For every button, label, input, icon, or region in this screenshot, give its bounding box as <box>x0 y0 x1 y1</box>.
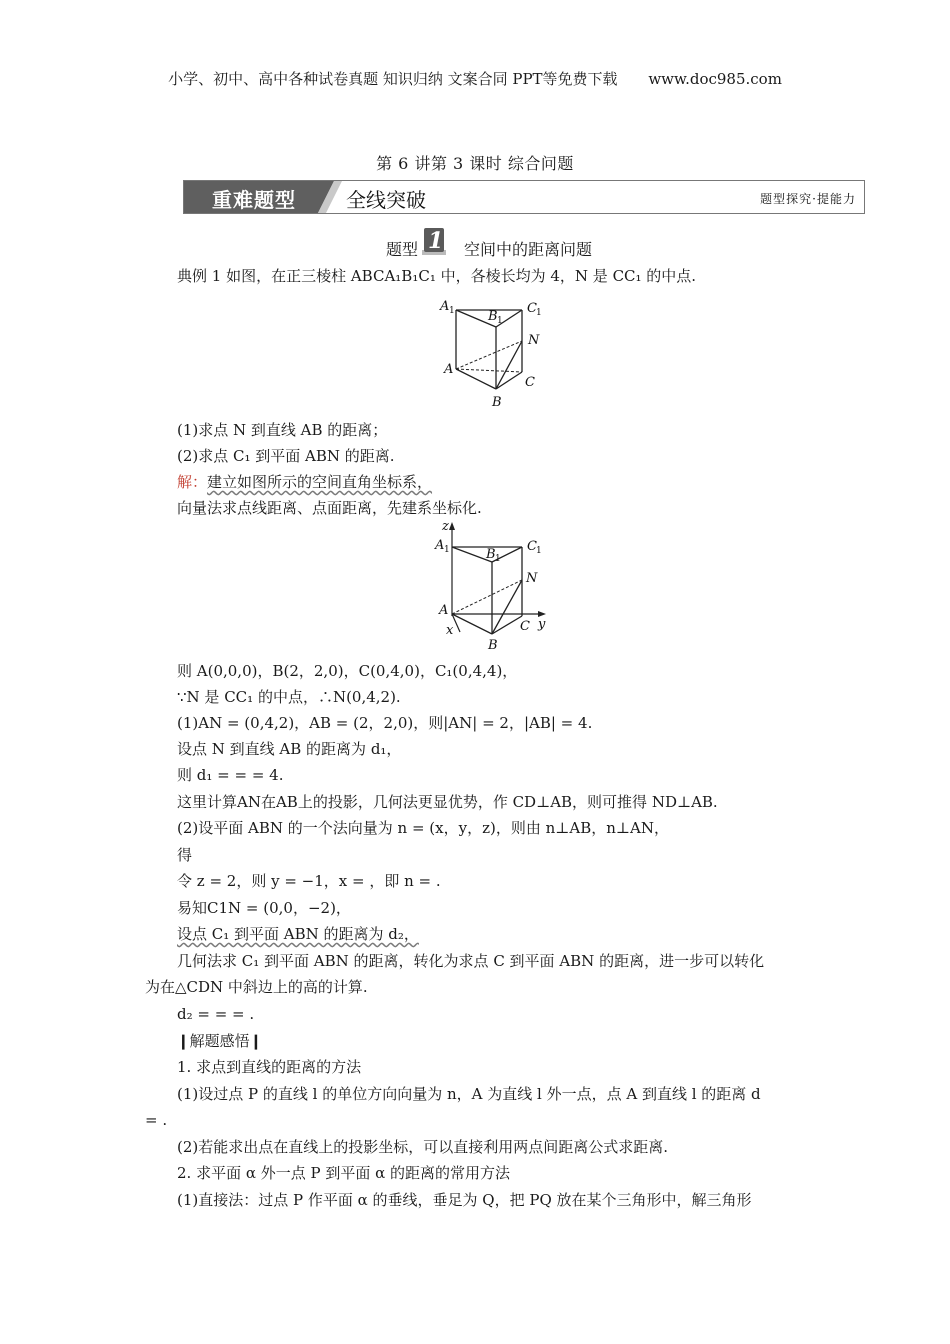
label-a: A <box>439 603 449 618</box>
insight-1-1b: = . <box>145 1111 168 1129</box>
method-note: 向量法求点线距离、点面距离，先建系坐标化. <box>177 499 482 517</box>
label-c1-sub: 1 <box>536 546 542 556</box>
header-text: 小学、初中、高中各种试卷真题 知识归纳 文案合同 PPT等免费下载 <box>168 70 618 88</box>
distance-d2-def: 设点 C₁ 到平面 ABN 的距离为 d₂， <box>177 925 419 943</box>
label-a1: A <box>435 538 445 553</box>
prism-figure-1 <box>432 294 550 412</box>
segment-a-n-hidden <box>452 580 522 614</box>
midpoint-line: ∵N 是 CC₁ 的中点，∴N(0,4,2). <box>177 688 401 706</box>
label-c: C <box>525 375 535 390</box>
edge-a-b <box>456 369 496 389</box>
edge-a-b <box>452 614 492 634</box>
example-statement: 典例 1 如图，在正三棱柱 ABCA₁B₁C₁ 中，各棱长均为 4，N 是 CC₁ 的中点. <box>177 267 697 285</box>
label-n: N <box>528 333 540 348</box>
page-header <box>0 68 950 89</box>
label-b: B <box>492 395 502 410</box>
prism-figure-2 <box>430 518 552 652</box>
label-a1-sub: 1 <box>449 306 455 316</box>
label-c1-sub: 1 <box>536 308 542 318</box>
insight-item-2: 2. 求平面 α 外一点 P 到平面 α 的距离的常用方法 <box>177 1164 511 1182</box>
distance-d1-value: 则 d₁ = = = 4. <box>177 766 284 784</box>
label-a1: A <box>440 299 450 314</box>
label-b: B <box>488 638 498 652</box>
segment-b-n <box>496 341 522 389</box>
label-x: x <box>446 623 454 638</box>
label-a: A <box>444 362 454 377</box>
insight-1-2: (2)若能求出点在直线上的投影坐标，可以直接利用两点间距离公式求距离. <box>177 1138 669 1156</box>
vector-line: (1)AN = (0,4,2)，AB = (2，2,0)，则|AN| = 2，|AB| = 4. <box>177 714 593 732</box>
label-b1-sub: 1 <box>497 316 503 326</box>
insight-heading: ❙解题感悟❙ <box>177 1032 263 1050</box>
distance-d1-def: 设点 N 到直线 AB 的距离为 d₁， <box>177 740 402 758</box>
section-number: 1 <box>428 228 444 254</box>
label-a1-sub: 1 <box>444 545 450 555</box>
label-b1: B <box>486 547 496 562</box>
label-z: z <box>442 519 449 534</box>
section-name: 空间中的距离问题 <box>464 240 593 259</box>
solution-line <box>177 472 432 492</box>
geometric-note-2b: 为在△CDN 中斜边上的高的计算. <box>145 978 368 996</box>
solution-setup: 建立如图所示的空间直角坐标系， <box>207 473 433 491</box>
set-z-line: 令 z = 2，则 y = −1，x = ，即 n = . <box>177 872 441 890</box>
label-b1: B <box>488 309 498 324</box>
section-label: 题型 <box>386 240 419 259</box>
segment-b-n <box>492 580 522 634</box>
label-y: y <box>538 617 546 632</box>
section-banner <box>183 180 865 214</box>
banner-right-label: 题型探究·提能力 <box>760 192 856 206</box>
label-c1: C <box>527 301 537 316</box>
geometric-note-1: 这里计算AN在AB上的投影，几何法更显优势，作 CD⊥AB，则可推得 ND⊥AB. <box>177 793 718 811</box>
section-number-badge <box>420 226 448 258</box>
solution-label: 解： <box>177 473 208 491</box>
insight-2-1: (1)直接法：过点 P 作平面 α 的垂线，垂足为 Q，把 PQ 放在某个三角形中，解三角形 <box>177 1191 752 1209</box>
edge-a-c-hidden <box>456 369 522 372</box>
header-site[interactable]: www.doc985.com <box>648 70 782 88</box>
c1n-vector-line: 易知C1N = (0,0，−2)， <box>177 899 351 917</box>
banner-left-label: 重难题型 <box>212 188 296 212</box>
segment-a-n-hidden <box>456 341 522 369</box>
distance-d2-value: d₂ = = = . <box>177 1005 255 1023</box>
label-c: C <box>520 619 530 634</box>
insight-1-1a: (1)设过点 P 的直线 l 的单位方向向量为 n，A 为直线 l 外一点，点 A 到直线 l 的距离 d <box>177 1085 761 1103</box>
coords-line: 则 A(0,0,0)，B(2，2,0)，C(0,4,0)，C₁(0,4,4)， <box>177 662 518 680</box>
page-title: 第 6 讲第 3 课时 综合问题 <box>376 154 574 173</box>
banner-middle-label: 全线突破 <box>346 188 426 212</box>
insight-item-1: 1. 求点到直线的距离的方法 <box>177 1058 362 1076</box>
question-1: (1)求点 N 到直线 AB 的距离； <box>177 421 388 439</box>
label-c1: C <box>527 539 537 554</box>
label-n: N <box>526 571 538 586</box>
normal-vector-line: (2)设平面 ABN 的一个法向量为 n = (x，y，z)，则由 n⊥AB，n⊥AN， <box>177 819 669 837</box>
question-2: (2)求点 C₁ 到平面 ABN 的距离. <box>177 447 395 465</box>
geometric-note-2a: 几何法求 C₁ 到平面 ABN 的距离，转化为求点 C 到平面 ABN 的距离，进一步可以转化 <box>177 952 765 970</box>
axis-z-arrow <box>449 522 455 530</box>
obtain-line: 得 <box>177 846 193 864</box>
label-b1-sub: 1 <box>495 554 501 564</box>
